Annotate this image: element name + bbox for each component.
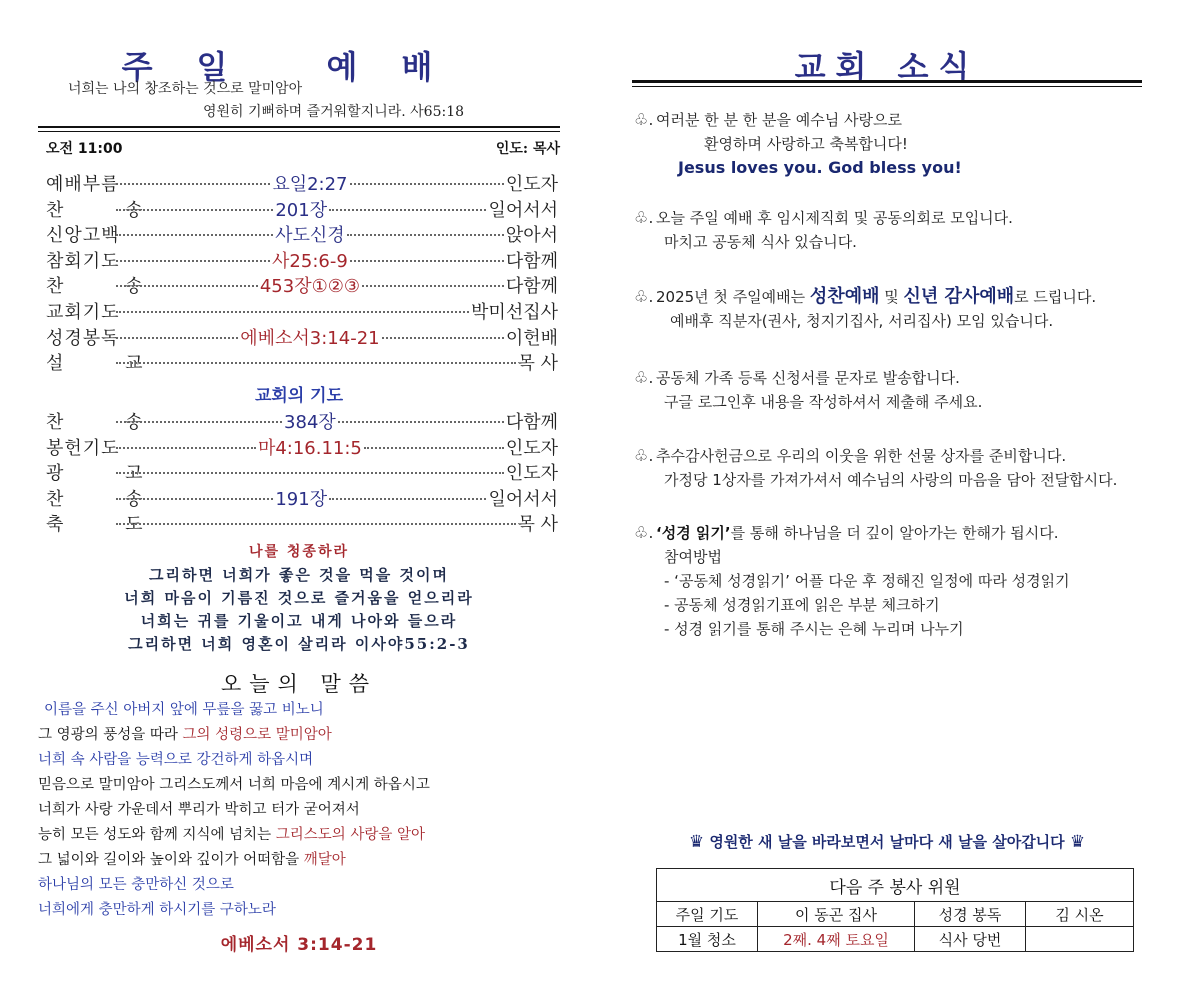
order-item-person: 목 사 [517,353,558,375]
clover-icon: ♧. [634,523,654,542]
service-volunteers-table [656,868,1134,952]
word-line [38,773,560,798]
order-row [46,196,558,222]
word-line-highlight: 깨달아 [303,852,346,868]
word-line-text: 그 넓이와 길이와 높이와 깊이가 어떠함을 [38,852,304,868]
news-item-gift-box [634,444,1142,492]
order-row [46,485,558,511]
order-of-worship-part1 [46,170,558,375]
order-item-person: 다함께 [505,412,559,433]
news-text: - ‘공동체 성경읽기’ 어플 다운 후 정해진 일정에 따라 성경읽기 [664,572,1070,590]
news-text: 예배후 직분자(권사, 청지기집사, 서리집사) 모임 있습니다. [670,312,1054,330]
order-row [46,272,558,298]
table-cell: 김 시온 [1026,902,1134,927]
news-highlight: ‘성경 읽기’ [656,524,731,542]
opening-verse-line2: 영원히 기뻐하며 즐거워할지니라. 사65:18 [203,104,465,120]
order-item-ref: 요일2:27 [272,174,348,195]
order-row [46,408,558,434]
table-cell: 주일 기도 [657,902,758,927]
order-item-person: 목 사 [517,514,558,536]
order-item-person: 다함께 [505,250,558,272]
word-line-text: 믿음으로 말미암아 그리스도께서 너희 마음에 계시게 하옵시고 [38,777,430,793]
divider [632,86,1142,87]
news-text: 오늘 주일 예배 후 임시제직회 및 공동의회로 모입니다. [656,209,1013,227]
verse-heading: 나를 청종하라 [248,544,350,560]
church-prayer-heading: 교회의 기도 [254,386,344,406]
order-item-name: 찬 송 [46,488,171,510]
word-line-text: 너희에게 충만하게 하시기를 구하노라 [38,902,276,918]
order-item-name: 찬 송 [46,199,171,221]
word-line [38,748,560,773]
clover-icon: ♧. [634,208,654,227]
order-item-person: 앉아서 [505,225,559,247]
order-row [46,247,558,273]
order-item-name: 예배부름 [46,174,120,195]
clover-icon: ♧. [634,110,654,129]
news-text: 구글 로그인후 내용을 작성하셔서 제출해 주세요. [664,393,983,411]
news-text: 여러분 한 분 한 분을 예수님 사랑으로 [656,111,902,129]
motto [632,831,1142,852]
news-text: 공동체 가족 등록 신청서를 문자로 발송합니다. [656,369,960,387]
table-row [657,869,1134,902]
news-text: 로 드립니다. [1014,288,1097,306]
news-text: 참여방법 [664,548,722,566]
news-text: 를 통해 하나님을 더 깊이 알아가는 한해가 됩시다. [730,524,1059,542]
table-cell: 식사 당번 [915,927,1026,952]
word-line [38,723,560,748]
table-cell: 2째. 4째 토요일 [758,927,915,952]
church-news-title: 교회 소식 [794,48,980,86]
worship-title: 주일 예배 [121,48,477,86]
order-item-person: 일어서서 [488,488,558,510]
table-cell [1026,927,1134,952]
order-row [46,459,558,485]
order-item-person: 박미선집사 [471,301,558,323]
word-line-text: 이름을 주신 아버지 앞에 무릎을 꿇고 비노니 [44,702,324,718]
word-line-text: 능히 모든 성도와 함께 지식에 넘치는 [38,827,276,843]
order-item-name: 참회기도 [46,250,120,272]
table-row [657,902,1134,927]
order-row [46,221,558,247]
order-item-ref: 453장①②③ [259,276,360,298]
order-item-ref: 201장 [275,199,328,221]
poem-line: 그리하면 너희 영혼이 살리라 이사야55:2-3 [128,635,470,653]
order-row [46,510,558,536]
news-text: 2025년 첫 주일예배는 [656,288,810,306]
word-line-highlight: 그의 성령으로 말미암아 [182,727,332,743]
order-item-name: 찬 송 [46,412,171,433]
order-row [46,324,558,350]
news-text-english: Jesus loves you. God bless you! [678,158,962,177]
news-item-first-service [634,285,1142,333]
word-line-text: 너희 속 사람을 능력으로 강건하게 하옵시며 [38,752,314,768]
order-item-name: 성경봉독 [46,327,120,349]
word-line [38,698,560,723]
news-text: 추수감사헌금으로 우리의 이웃을 위한 선물 상자를 준비합니다. [656,447,1067,465]
divider [38,126,560,128]
poem-line: 너희는 귀를 기울이고 내게 나아와 들으라 [140,612,458,630]
motto-text: 영원한 새 날을 바라보면서 날마다 새 날을 살아갑니다 [709,833,1065,851]
word-line-text: 너희가 사랑 가운데서 뿌리가 박히고 터가 굳어져서 [38,802,360,818]
verse-poem [38,564,560,656]
news-highlight: 신년 감사예배 [903,286,1015,307]
crown-icon: ♛ [1069,832,1086,852]
order-row [46,349,558,375]
clover-icon: ♧. [634,446,654,465]
order-row [46,434,558,460]
order-row [46,298,558,324]
clover-icon: ♧. [634,368,654,387]
order-item-person: 일어서서 [488,199,558,221]
order-item-ref: 마4:16.11:5 [257,437,362,459]
poem-line: 그리하면 너희가 좋은 것을 먹을 것이며 [149,566,449,584]
order-item-ref: 191장 [275,488,328,510]
word-line-text: 그 영광의 풍성을 따라 [38,727,183,743]
table-row [657,927,1134,952]
opening-verse-line1: 너희는 나의 창조하는 것으로 말미암아 [68,81,303,97]
table-cell: 이 동곤 집사 [758,902,915,927]
todays-word-title: 오늘의 말씀 [220,672,378,696]
order-item-ref: 에베소서3:14-21 [240,327,380,349]
news-item-welcome [634,108,1142,180]
divider [632,80,1142,83]
order-item-person: 인도자 [505,437,558,459]
order-item-ref: 사25:6-9 [272,250,348,272]
order-of-worship-part2 [46,408,558,536]
order-item-ref: 384장 [284,412,336,433]
news-text: - 성경 읽기를 통해 주시는 은혜 누리며 나누기 [664,620,964,638]
table-heading: 다음 주 봉사 위원 [657,869,1134,902]
word-line-highlight: 그리스도의 사랑을 알아 [275,827,426,843]
order-row [46,170,558,196]
table-cell: 성경 봉독 [915,902,1026,927]
table-cell: 1월 청소 [657,927,758,952]
order-item-ref: 사도신경 [275,225,345,247]
news-item-meeting [634,206,1142,254]
news-text: 및 [879,288,904,306]
word-line [38,873,560,898]
order-item-name: 신앙고백 [46,225,120,247]
word-line [38,798,560,823]
order-item-name: 축 도 [46,514,171,536]
crown-icon: ♛ [688,832,705,852]
order-item-person: 다함께 [505,276,559,298]
order-item-person: 인도자 [505,174,558,195]
word-line [38,823,560,848]
order-item-name: 광 고 [46,463,171,485]
order-item-person: 이헌배 [505,327,559,349]
order-item-name: 봉헌기도 [46,437,120,459]
todays-word-reference: 에베소서 3:14-21 [220,935,378,955]
service-time: 오전 11:00 [46,141,123,157]
order-item-name: 교회기도 [46,301,120,323]
order-item-name: 찬 송 [46,276,171,298]
service-leader: 인도: 목사 [495,141,560,157]
word-line [38,898,560,923]
news-highlight: 성찬예배 [809,286,880,307]
news-text: 마치고 공동체 식사 있습니다. [664,233,857,251]
divider [38,131,560,132]
clover-icon: ♧. [634,287,654,306]
news-text: 가정당 1상자를 가져가셔서 예수님의 사랑의 마음을 담아 전달합시다. [664,471,1118,489]
news-text: - 공동체 성경읽기표에 읽은 부분 체크하기 [664,596,940,614]
order-item-person: 인도자 [505,463,558,485]
order-item-name: 설 교 [46,353,171,375]
news-text: 환영하며 사랑하고 축복합니다! [704,135,908,153]
news-item-registration [634,366,1142,414]
word-line-text: 하나님의 모든 충만하신 것으로 [38,877,234,893]
word-line [38,848,560,873]
todays-word-text [38,698,560,923]
news-item-bible-reading [634,521,1142,641]
poem-line: 너희 마음이 기름진 것으로 즐거움을 얻으리라 [124,589,474,607]
